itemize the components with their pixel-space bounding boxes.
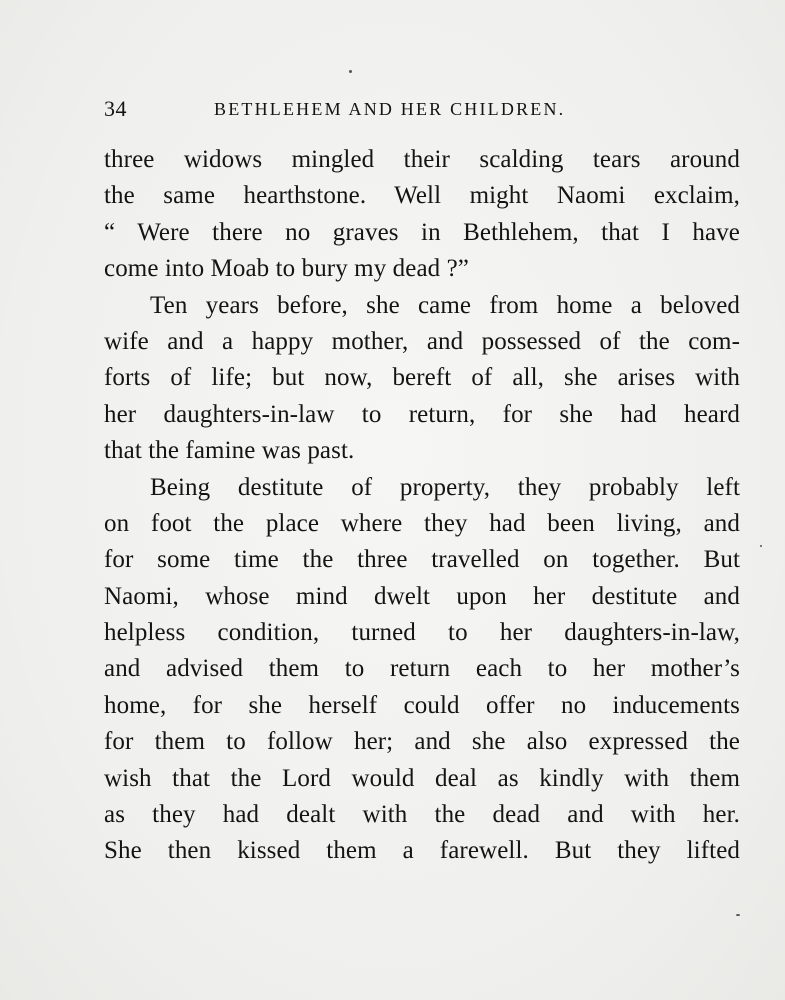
text-line: on foot the place where they had been living, and: [104, 509, 740, 537]
text-line: “ Were there no graves in Bethlehem, that I have: [104, 218, 740, 246]
text-line: come into Moab to bury my dead ?”: [104, 255, 470, 283]
text-line: three widows mingled their scalding tears around: [104, 146, 740, 173]
text-line: Being destitute of property, they probably left: [150, 473, 740, 501]
text-line: helpless condition, turned to her daughters-in-law,: [104, 619, 740, 647]
text-line: wish that the Lord would deal as kindly with them: [104, 764, 740, 792]
body-text: [104, 142, 740, 870]
text-line: Ten years before, she came from home a beloved: [150, 291, 740, 319]
ink-speck: [349, 70, 352, 73]
page-number: 34: [104, 96, 127, 121]
text-line: as they had dealt with the dead and with her.: [104, 801, 740, 829]
text-line: Naomi, whose mind dwelt upon her destitute and: [104, 582, 740, 610]
text-line: and advised them to return each to her mother’s: [104, 655, 740, 683]
page-header: [104, 96, 740, 126]
text-line: that the famine was past.: [104, 437, 355, 465]
text-line: the same hearthstone. Well might Naomi exclaim,: [104, 182, 740, 210]
text-line: wife and a happy mother, and possessed of the com-: [104, 327, 740, 355]
running-head: BETHLEHEM AND HER CHILDREN.: [214, 99, 566, 119]
text-line: for them to follow her; and she also expressed the: [104, 728, 740, 756]
ink-speck: [736, 914, 740, 916]
text-line: her daughters-in-law to return, for she had heard: [104, 400, 740, 428]
text-line: for some time the three travelled on together. But: [104, 546, 740, 574]
ink-speck: [760, 545, 762, 547]
text-line: She then kissed them a farewell. But they lifted: [104, 837, 740, 865]
text-line: forts of life; but now, bereft of all, she arises with: [104, 364, 740, 392]
text-line: home, for she herself could offer no inducements: [104, 691, 740, 719]
